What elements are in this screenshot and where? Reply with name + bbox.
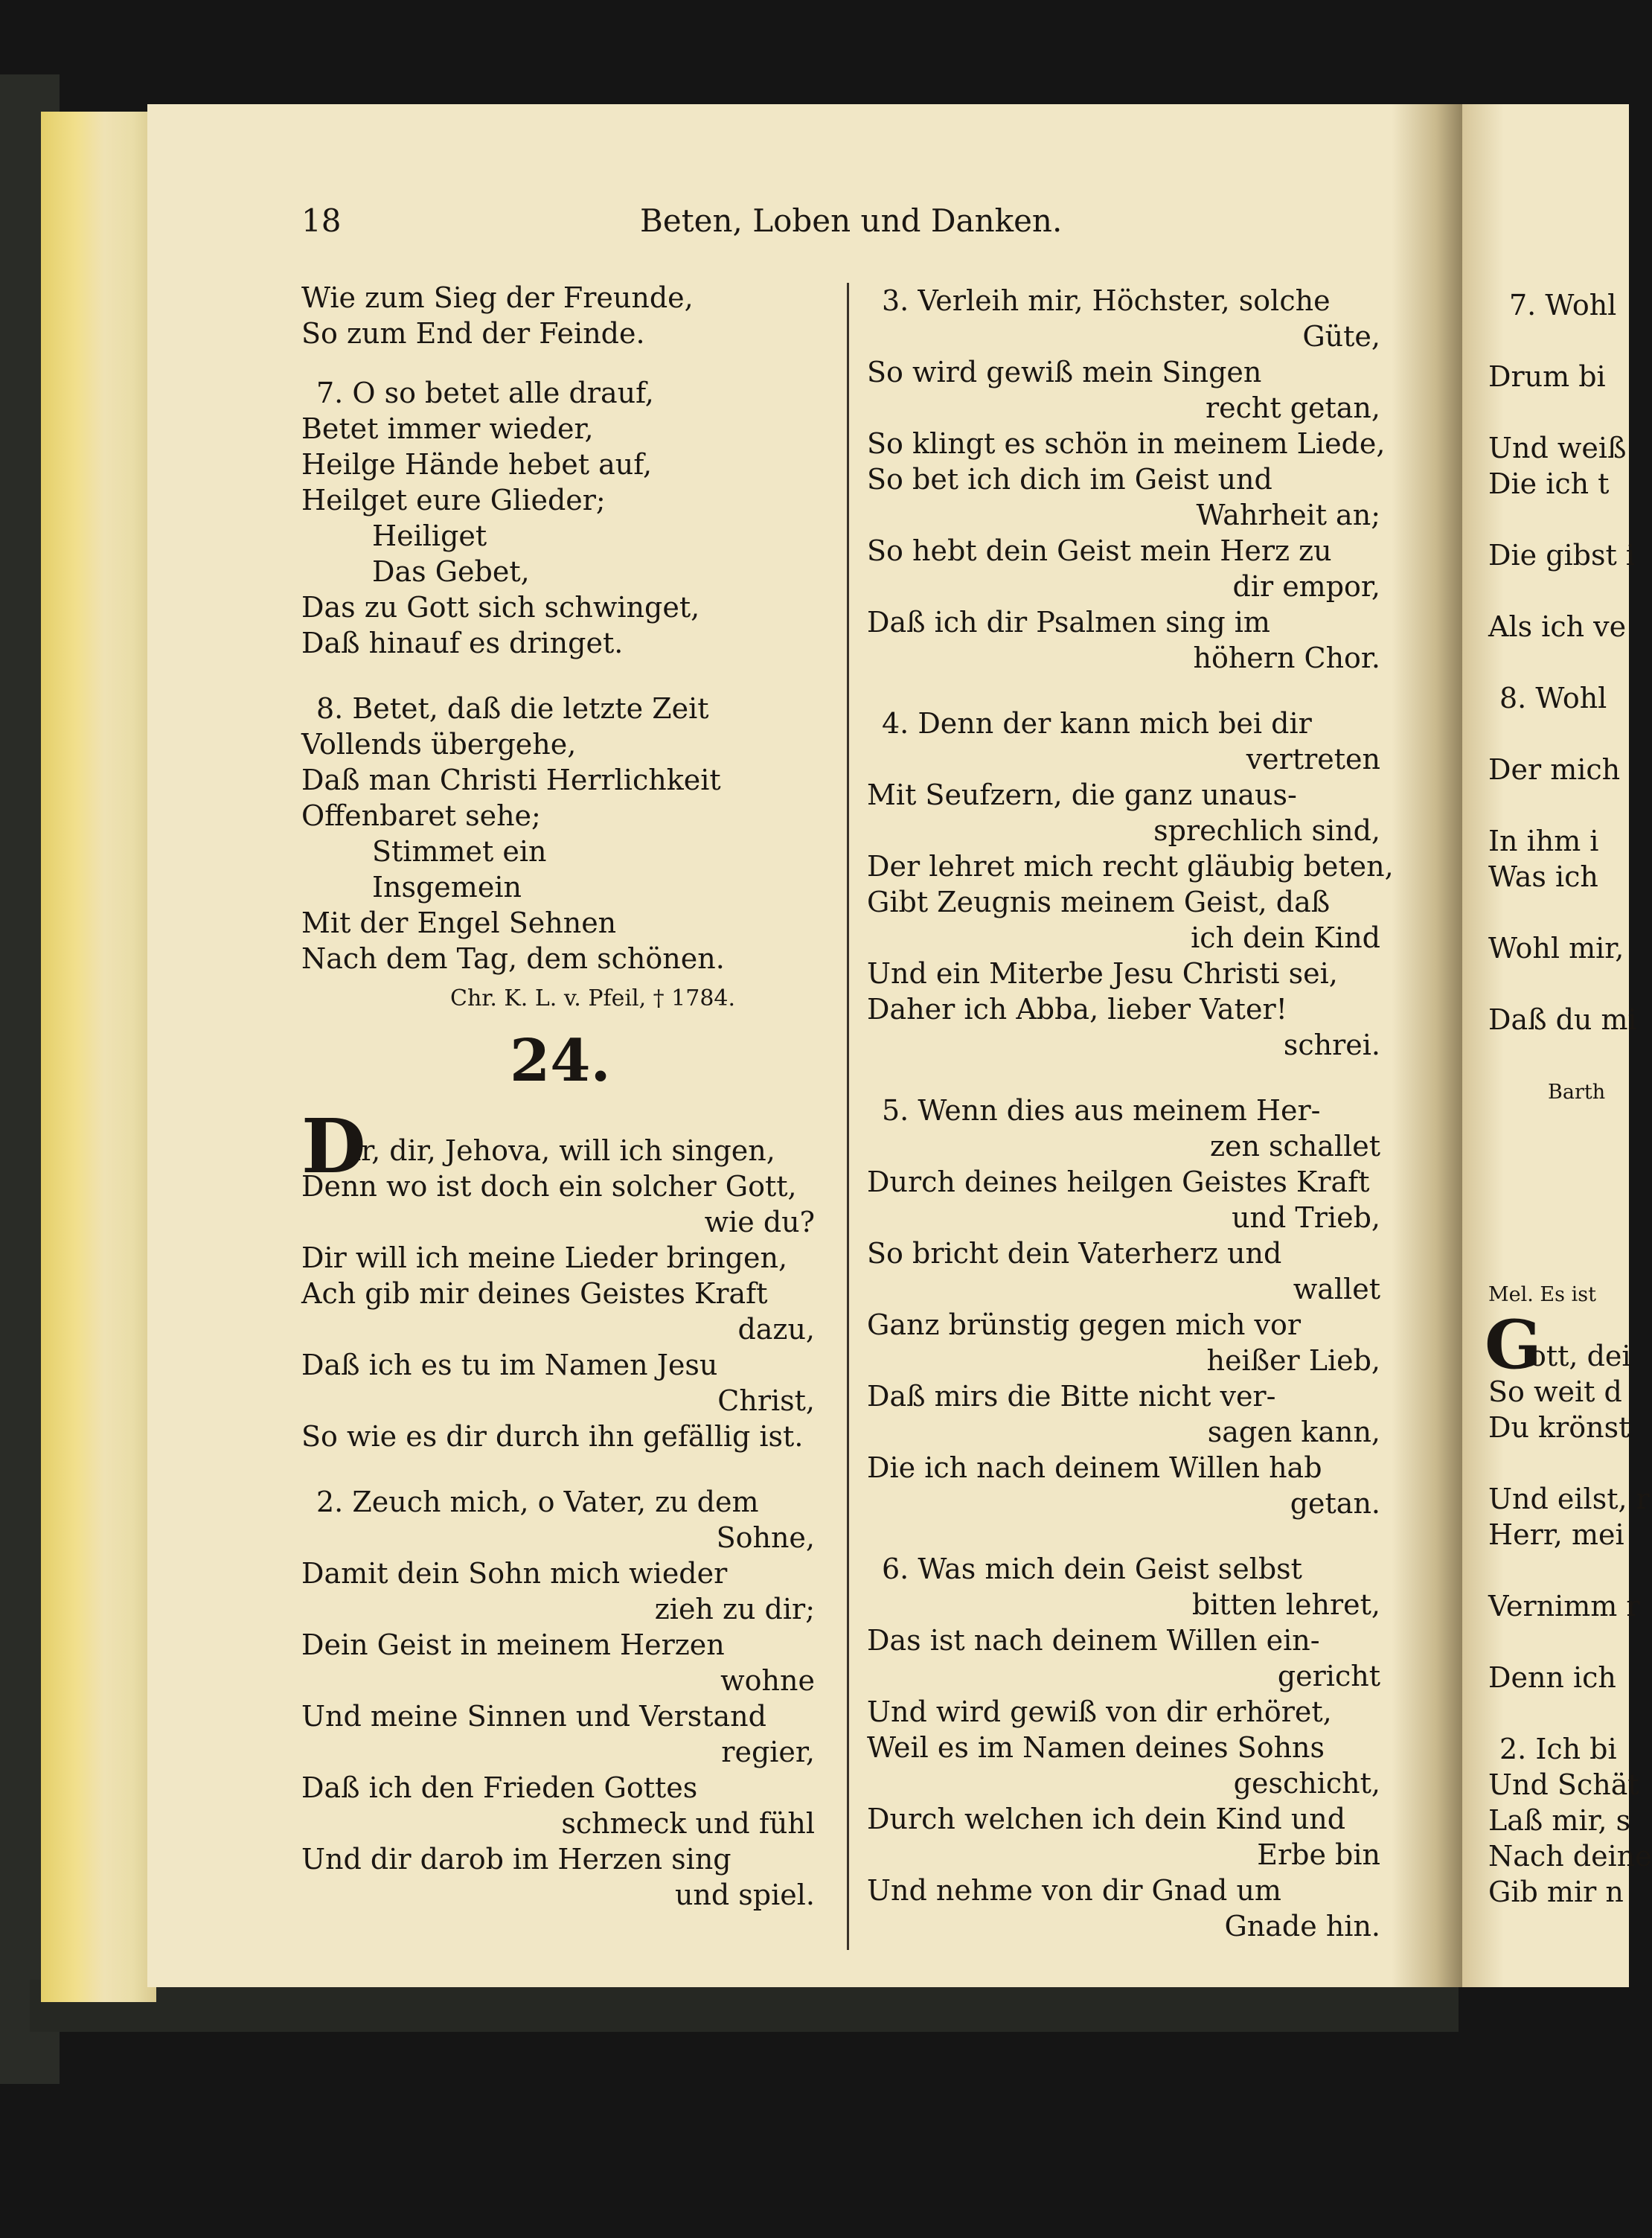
next-page-fragment — [1455, 0, 1652, 2238]
text-line: Der mich — [1488, 753, 1621, 786]
verse-start: 6. Was mich dein Geist selbst — [882, 1553, 1302, 1585]
text-line: Und Schät — [1488, 1768, 1639, 1801]
text-line: Daß du mi — [1488, 1003, 1637, 1036]
text-line: Durch deines heilgen Geistes Kraft — [867, 1166, 1370, 1198]
text-line: Nach dem Tag, dem schönen. — [301, 942, 725, 975]
text-line: Das ist nach deinem Willen ein- — [867, 1624, 1320, 1657]
text-line: Du krönst — [1488, 1411, 1630, 1444]
text-line: So bricht dein Vaterherz und — [867, 1237, 1282, 1270]
verse-start: 4. Denn der kann mich bei dir — [882, 707, 1312, 740]
text-line: So wie es dir durch ihn gefällig ist. — [301, 1420, 804, 1453]
text-line: Die ich nach deinem Willen hab — [867, 1451, 1322, 1484]
text-line: bitten lehret, — [1191, 1588, 1380, 1621]
text-line: Weil es im Namen deines Sohns — [867, 1731, 1325, 1764]
text-line: und Trieb, — [1232, 1201, 1380, 1234]
text-line: Christ, — [717, 1384, 815, 1417]
text-line: Das zu Gott sich schwinget, — [301, 591, 700, 624]
text-line: recht getan, — [1205, 391, 1380, 424]
running-title: Beten, Loben und Danken. — [640, 202, 1063, 239]
text-line: Güte, — [1302, 320, 1380, 353]
verse-start: 5. Wenn dies aus meinem Her- — [882, 1094, 1321, 1127]
text-line: 7. Wohl — [1509, 289, 1617, 322]
text-line: Denn wo ist doch ein solcher Gott, — [301, 1170, 797, 1203]
text-line: Wie zum Sieg der Freunde, — [301, 281, 694, 314]
text-line: gericht — [1277, 1660, 1380, 1692]
verse-start: 3. Verleih mir, Höchster, solche — [882, 284, 1331, 317]
text-line: Vollends übergehe, — [301, 728, 577, 761]
text-line: Was ich — [1488, 860, 1598, 893]
text-line: Daß ich dir Psalmen sing im — [867, 606, 1270, 639]
text-line: ir, dir, Jehova, will ich singen, — [352, 1134, 775, 1167]
text-line: Das Gebet, — [372, 555, 530, 588]
text-line: Daher ich Abba, lieber Vater! — [867, 993, 1287, 1026]
page-edges — [41, 112, 156, 2002]
text-line: Durch welchen ich dein Kind und — [867, 1803, 1346, 1835]
text-line: dazu, — [737, 1313, 815, 1346]
text-line: So bet ich dich im Geist und — [867, 463, 1272, 496]
text-line: Heilget eure Glieder; — [301, 484, 606, 517]
text-line: und spiel. — [674, 1879, 815, 1911]
text-line: wohne — [720, 1664, 815, 1697]
text-line: Dir will ich meine Lieder bringen, — [301, 1241, 788, 1274]
text-line: Und ein Miterbe Jesu Christi sei, — [867, 957, 1338, 990]
text-line: Daß ich es tu im Namen Jesu — [301, 1349, 718, 1381]
text-line: Die ich t — [1488, 467, 1610, 500]
text-line: schrei. — [1283, 1029, 1380, 1061]
text-line: Daß man Christi Herrlichkeit — [301, 764, 721, 796]
text-line: Die gibst i — [1488, 539, 1635, 572]
text-line: Betet immer wieder, — [301, 412, 594, 445]
text-line: getan. — [1290, 1487, 1380, 1520]
text-line: Und wird gewiß von dir erhöret, — [867, 1695, 1332, 1728]
text-line: So hebt dein Geist mein Herz zu — [867, 534, 1332, 567]
text-line: Gnade hin. — [1224, 1910, 1380, 1943]
text-line: Dein Geist in meinem Herzen — [301, 1628, 725, 1661]
text-line: Und weiß — [1488, 432, 1627, 464]
text-line: Ganz brünstig gegen mich vor — [867, 1308, 1302, 1341]
text-line: Heilge Hände hebet auf, — [301, 448, 653, 481]
text-line: So klingt es schön in meinem Liede, — [867, 427, 1386, 460]
text-line: Laß mir, s — [1488, 1804, 1631, 1837]
text-line: geschicht, — [1233, 1767, 1380, 1800]
text-line: Damit dein Sohn mich wieder — [301, 1557, 728, 1590]
text-line: höhern Chor. — [1193, 642, 1380, 674]
text-line: Nach deine — [1488, 1840, 1652, 1873]
text-line: Ach gib mir deines Geistes Kraft — [301, 1277, 768, 1310]
text-line: sprechlich sind, — [1153, 814, 1380, 847]
text-line: Drum bi — [1488, 360, 1606, 393]
verse-start: 2. Zeuch mich, o Vater, zu dem — [316, 1486, 759, 1518]
text-line: Vernimm r — [1488, 1590, 1640, 1622]
text-line: wie du? — [704, 1206, 815, 1238]
text-line: Der lehret mich recht gläubig beten, — [867, 850, 1394, 883]
text-line: Sohne, — [716, 1521, 815, 1554]
text-line: ich dein Kind — [1191, 921, 1380, 954]
text-line: Denn ich — [1488, 1661, 1616, 1694]
hymn-author: Chr. K. L. v. Pfeil, † 1784. — [450, 985, 736, 1011]
text-line: Und nehme von dir Gnad um — [867, 1874, 1281, 1907]
verse-start: 8. Betet, daß die letzte Zeit — [316, 692, 709, 725]
text-line: Und meine Sinnen und Verstand — [301, 1700, 766, 1733]
text-line: Insgemein — [372, 871, 522, 904]
text-line: Heiliget — [372, 519, 487, 552]
page-number: 18 — [301, 202, 342, 239]
text-line: Und eilst, r — [1488, 1483, 1650, 1515]
text-line: Und dir darob im Herzen sing — [301, 1843, 731, 1876]
text-line: Erbe bin — [1257, 1838, 1380, 1871]
text-line: heißer Lieb, — [1206, 1344, 1380, 1377]
text-line: Wahrheit an; — [1196, 499, 1380, 531]
text-line: regier, — [721, 1736, 815, 1768]
text-line: Mit der Engel Sehnen — [301, 907, 617, 939]
verse-start: 7. O so betet alle drauf, — [316, 377, 654, 409]
text-line: Daß ich den Frieden Gottes — [301, 1771, 698, 1804]
text-line: Gib mir n — [1488, 1876, 1624, 1908]
text-line: 2. Ich bi — [1499, 1733, 1617, 1765]
text-line: Gibt Zeugnis meinem Geist, daß — [867, 886, 1331, 918]
right-column — [867, 0, 1394, 2238]
column-divider — [847, 283, 849, 1950]
text-line: sagen kann, — [1207, 1416, 1380, 1448]
text-line: So zum End der Feinde. — [301, 317, 645, 350]
text-line: Wohl mir, — [1488, 932, 1624, 965]
text-line: dir empor, — [1232, 570, 1380, 603]
text-line: So weit d — [1488, 1375, 1622, 1408]
text-line: zen schallet — [1209, 1130, 1380, 1163]
text-line: Offenbaret sehe; — [301, 799, 541, 832]
text-line: Stimmet ein — [372, 835, 547, 868]
text-line: Barth — [1548, 1081, 1606, 1104]
text-line: wallet — [1293, 1273, 1380, 1305]
drop-cap: D — [301, 1102, 366, 1190]
text-line: Herr, mei — [1488, 1518, 1624, 1551]
text-line: In ihm i — [1488, 825, 1599, 857]
text-line: Daß mirs die Bitte nicht ver- — [867, 1380, 1276, 1413]
text-line: Mit Seufzern, die ganz unaus- — [867, 778, 1297, 811]
text-line: schmeck und fühl — [561, 1807, 815, 1840]
text-line: Als ich ve — [1488, 610, 1627, 643]
melody-note: Mel. Es ist — [1488, 1283, 1596, 1306]
text-line: Daß hinauf es dringet. — [301, 627, 624, 659]
text-line: vertreten — [1246, 743, 1380, 776]
text-line: zieh zu dir; — [654, 1593, 815, 1625]
drop-cap: G — [1485, 1305, 1542, 1384]
text-line: 8. Wohl — [1499, 682, 1607, 714]
left-column — [301, 0, 822, 2238]
text-line: ott, dei — [1529, 1340, 1631, 1372]
text-line: So wird gewiß mein Singen — [867, 356, 1262, 389]
hymn-number: 24. — [510, 1027, 611, 1095]
